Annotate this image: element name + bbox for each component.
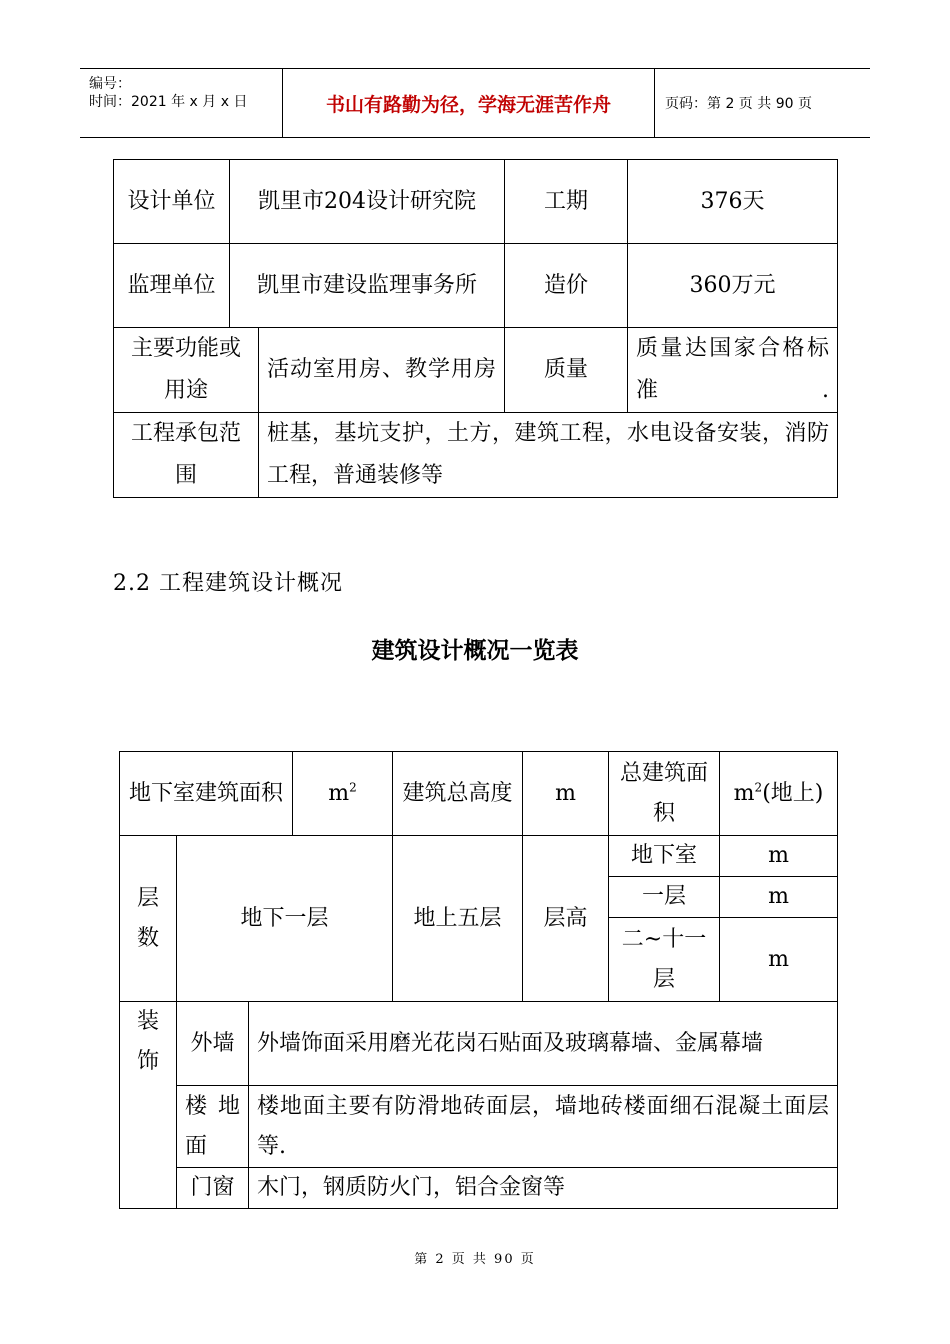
- section-heading: 2.2 工程建筑设计概况: [113, 571, 343, 596]
- exterior-wall-label: 外墙: [177, 1002, 249, 1086]
- floor-height-row-unit: m: [720, 836, 838, 877]
- duration-label: 工期: [505, 160, 628, 244]
- table-row: [120, 1168, 838, 1209]
- page-footer: 第 2 页 共 90 页: [414, 1252, 536, 1267]
- quality-value: 质量达国家合格标准.: [628, 328, 838, 413]
- table-row: [120, 752, 838, 836]
- total-area-unit: $m^2$(地上): [720, 752, 838, 836]
- floor-height-row-label: 地下室: [609, 836, 720, 877]
- floor-height-label: 层高: [523, 836, 609, 1002]
- header-motto: 书山有路勤为径，学海无涯苦作舟: [283, 69, 655, 137]
- duration-value: 376天: [628, 160, 838, 244]
- design-unit-value: 凯里市204设计研究院: [230, 160, 505, 244]
- header-meta: [80, 69, 283, 137]
- cost-label: 造价: [505, 244, 628, 328]
- document-time-label: 时间：2021 年 x 月 x 日: [89, 94, 248, 110]
- document-number-label: 编号：: [89, 76, 131, 92]
- supervision-unit-label: 监理单位: [114, 244, 230, 328]
- quality-label: 质量: [505, 328, 628, 413]
- decoration-label: 装饰: [120, 1002, 177, 1209]
- floor-height-row-unit: m: [720, 877, 838, 918]
- total-height-unit: m: [523, 752, 609, 836]
- function-label: 主要功能或用途: [114, 328, 259, 413]
- table-row: [114, 160, 838, 244]
- floor-height-row-unit: m: [720, 918, 838, 1002]
- table-title: 建筑设计概况一览表: [371, 637, 579, 664]
- basement-floors: 地下一层: [177, 836, 393, 1002]
- floor-value: 楼地面主要有防滑地砖面层，墙地砖楼面细石混凝土面层等.: [249, 1086, 838, 1168]
- design-unit-label: 设计单位: [114, 160, 230, 244]
- floor-height-row-label: 二~十一层: [609, 918, 720, 1002]
- exterior-wall-value: 外墙饰面采用磨光花岗石贴面及玻璃幕墙、金属幕墙: [249, 1002, 838, 1086]
- total-area-label: 总建筑面积: [609, 752, 720, 836]
- floor-label: 楼地面: [177, 1086, 249, 1168]
- table-row: [114, 328, 838, 413]
- header-page-number: 页码：第 2 页 共 90 页: [665, 96, 812, 112]
- function-value: 活动室用房、教学用房: [259, 328, 505, 413]
- table-row: [114, 244, 838, 328]
- page-header: [80, 68, 870, 138]
- table-row: [114, 413, 838, 498]
- scope-label: 工程承包范围: [114, 413, 259, 498]
- floor-height-row-label: 一层: [609, 877, 720, 918]
- scope-value: 桩基，基坑支护，土方，建筑工程，水电设备安装，消防工程，普通装修等: [259, 413, 838, 498]
- table-row: [120, 1086, 838, 1168]
- above-floors: 地上五层: [393, 836, 523, 1002]
- supervision-unit-value: 凯里市建设监理事务所: [230, 244, 505, 328]
- floors-label: 层数: [120, 836, 177, 1002]
- table-row: [120, 1002, 838, 1086]
- cost-value: 360万元: [628, 244, 838, 328]
- basement-area-label: 地下室建筑面积: [120, 752, 293, 836]
- doors-label: 门窗: [177, 1168, 249, 1209]
- table-row: [120, 836, 838, 877]
- basement-area-unit: $m^2$: [293, 752, 393, 836]
- design-overview-table: [119, 751, 838, 1209]
- doors-value: 木门，钢质防火门，铝合金窗等: [249, 1168, 838, 1209]
- total-height-label: 建筑总高度: [393, 752, 523, 836]
- project-info-table: [113, 159, 838, 498]
